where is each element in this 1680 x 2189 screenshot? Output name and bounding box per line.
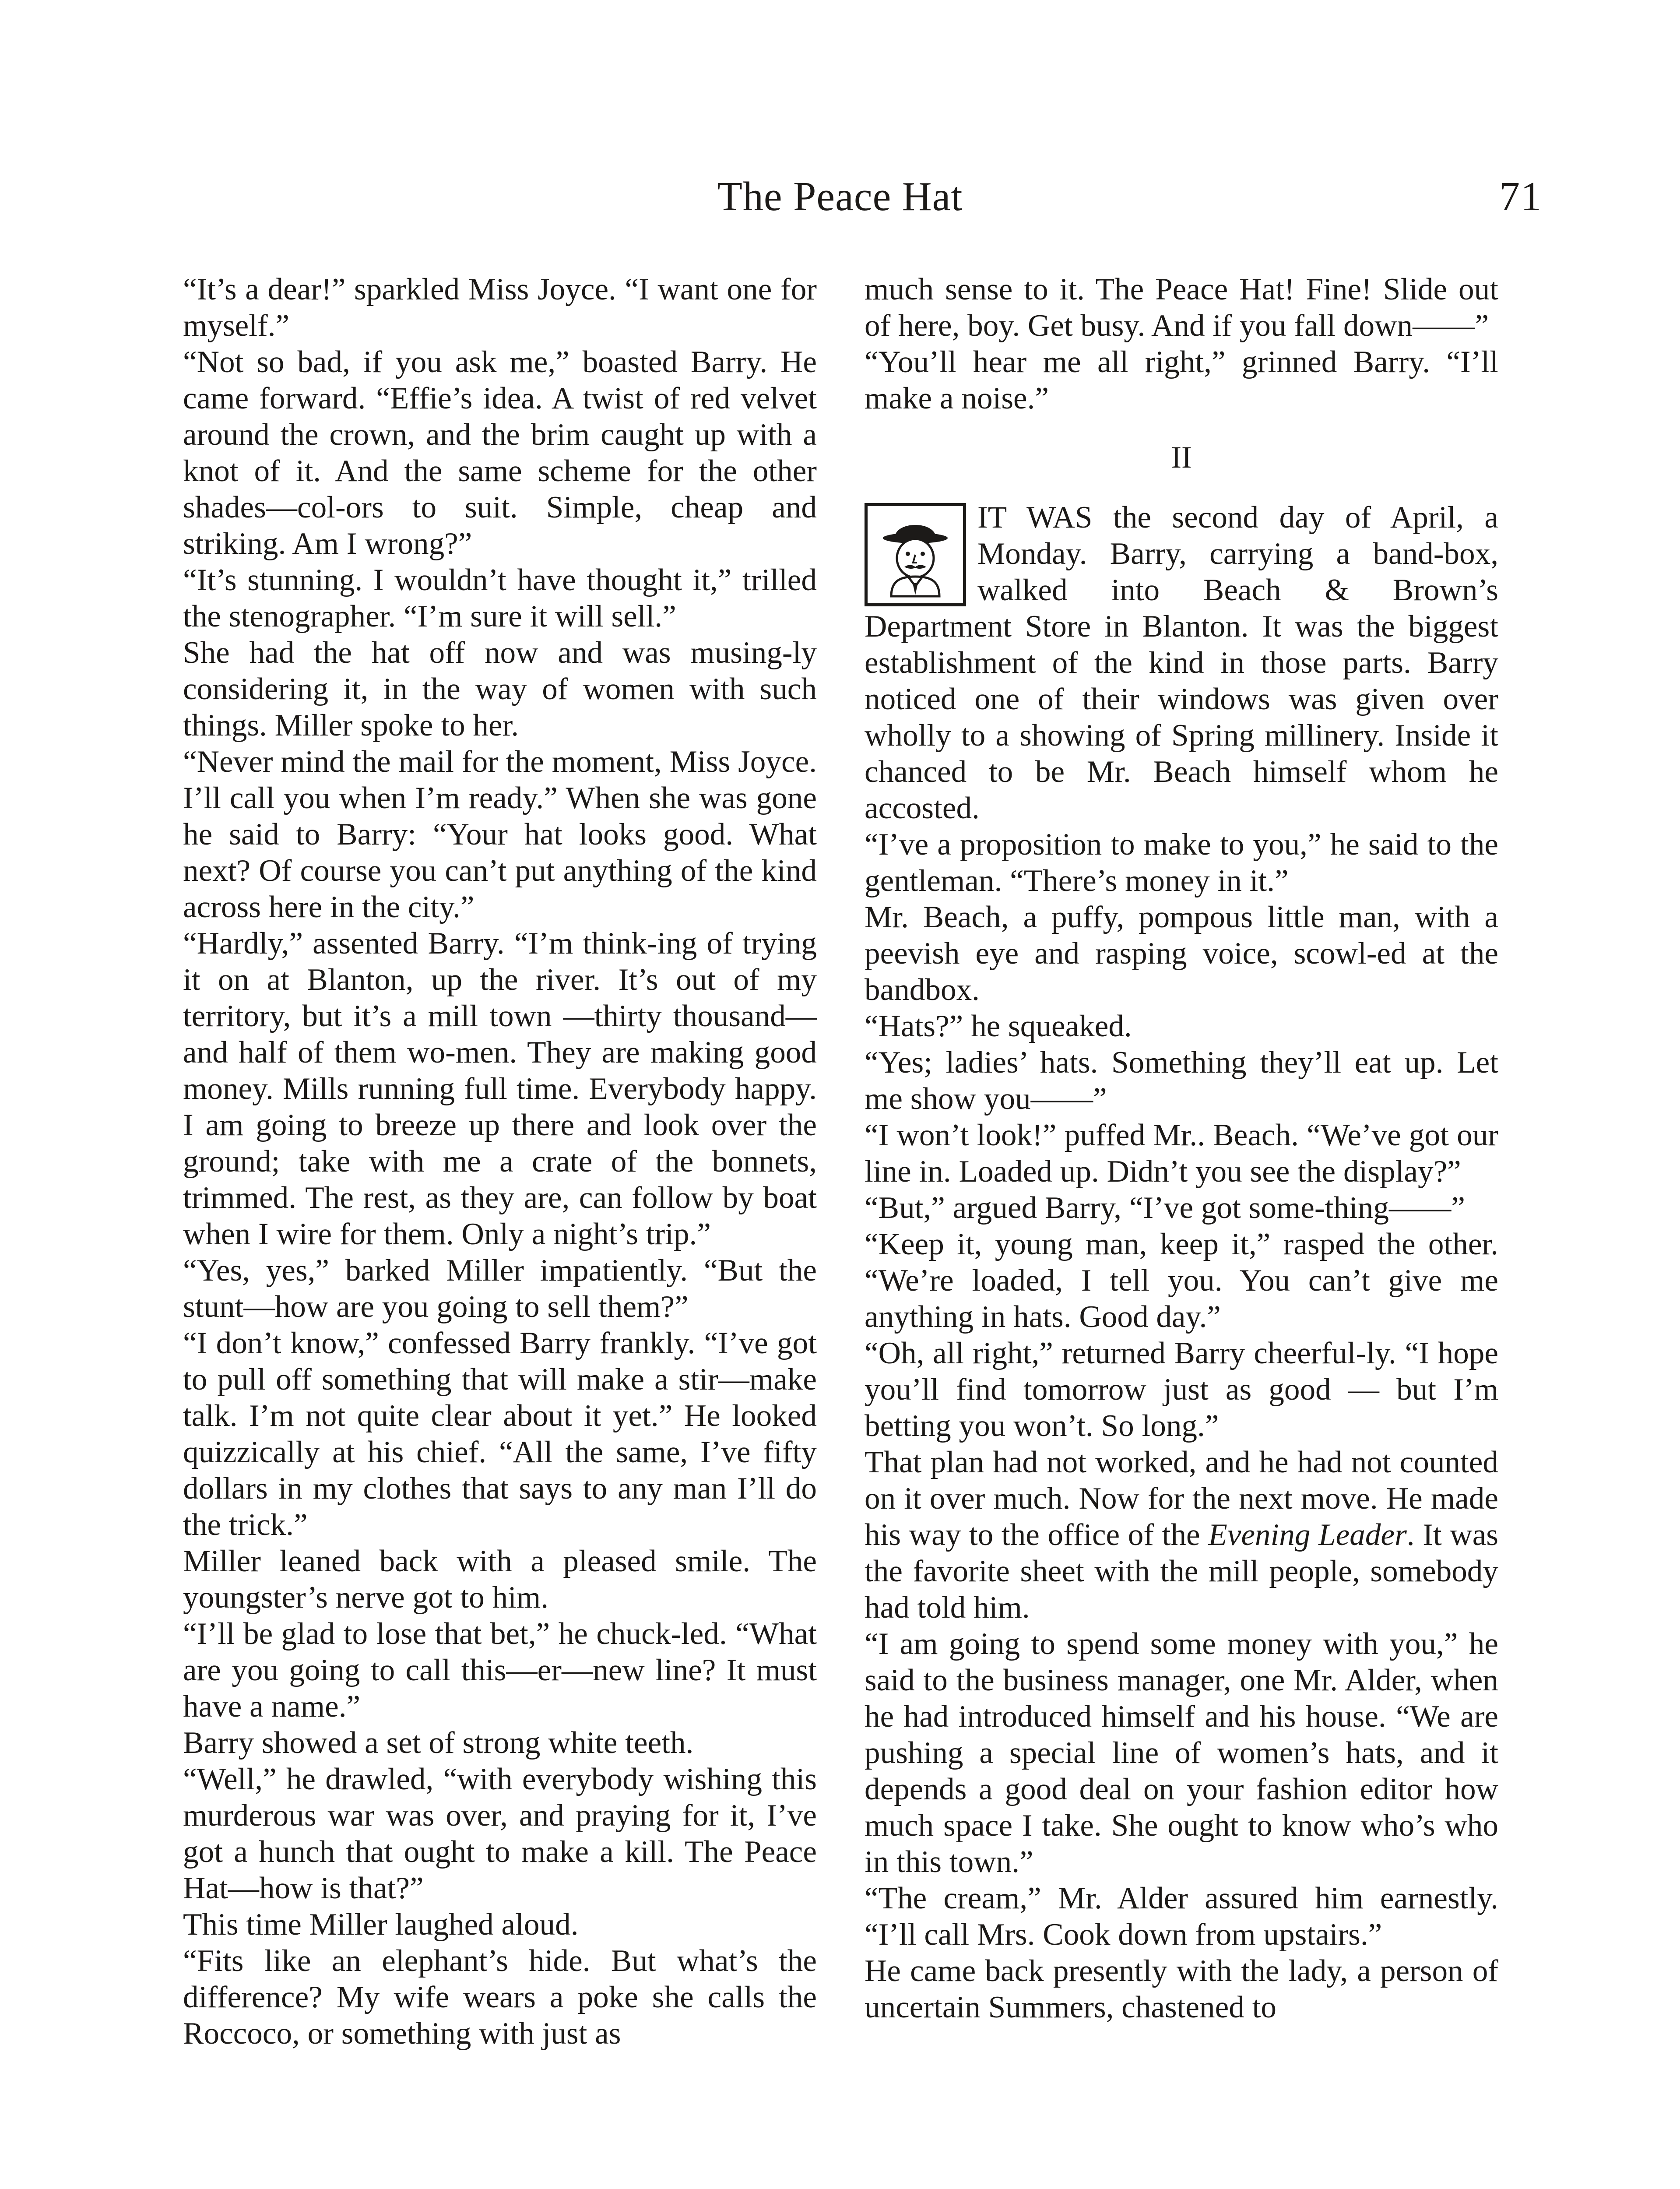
- paragraph-with-newspaper-name: [865, 1444, 1498, 1626]
- paragraph: “Hardly,” assented Barry. “I’m think-ing of trying it on at Blanton, up the river. It’s out of my territory, but it’s a mill town —thirty thousand—and half of them wo-men. They are making good money. Mills running full time. Everybody happy. I am going to breeze up there and look over the ground; take with me a crate of the bonnets, trimmed. The rest, as they are, can follow by boat when I wire for them. Only a night’s trip.”: [183, 926, 817, 1251]
- paragraph: “It’s a dear!” sparkled Miss Joyce. “I want one for myself.”: [183, 272, 817, 343]
- left-column: [183, 271, 817, 2052]
- dropcap-paragraph: IT WAS the second day of April, a Monday. Barry, carrying a band-box, walked into Beach & Brown’s Department Store in Blanton. It was the biggest establishment of the kind in those parts. Barry noticed one of their windows was given over wholly to a showing of Spring millinery. Inside it chanced to be Mr. Beach himself whom he accosted.: [865, 500, 1498, 825]
- paragraph: “Fits like an elephant’s hide. But what’s the difference? My wife wears a poke she calls the Roccoco, or something with just as: [183, 1944, 817, 2051]
- paragraph: “Hats?” he squeaked.: [865, 1009, 1132, 1043]
- paragraph: “I don’t know,” confessed Barry frankly. “I’ve got to pull off something that will make a stir—make talk. I’m not quite clear about it yet.” He looked quizzically at his chief. “All the same, I’ve fifty dollars in my clothes that says to any man I’ll do the trick.”: [183, 1326, 817, 1542]
- paragraph: “Never mind the mail for the moment, Miss Joyce. I’ll call you when I’m ready.” When she was gone he said to Barry: “Your hat looks good. What next? Of course you can’t put anything of the kind across here in the city.”: [183, 745, 817, 924]
- paragraph: “Well,” he drawled, “with everybody wishing this murderous war was over, and praying for it, I’ve got a hunch that ought to make a kill. The Peace Hat—how is that?”: [183, 1762, 817, 1905]
- paragraph-start: That plan had not worked, and he had not counted on it over much. Now for the next move. He made his way to the office of the: [865, 1445, 1498, 1552]
- paragraph: “I’ll be glad to lose that bet,” he chuck-led. “What are you going to call this—er—new line? It must have a name.”: [183, 1617, 817, 1724]
- paragraph: “Not so bad, if you ask me,” boasted Barry. He came forward. “Effie’s idea. A twist of red velvet around the crown, and the brim caught up with a knot of it. And the same scheme for the other shades—col-ors to suit. Simple, cheap and striking. Am I wrong?”: [183, 345, 817, 561]
- newspaper-name: Evening Leader: [1208, 1518, 1407, 1552]
- paragraph: “You’ll hear me all right,” grinned Barry. “I’ll make a noise.”: [865, 345, 1498, 415]
- paragraph: He came back presently with the lady, a person of uncertain Summers, chastened to: [865, 1954, 1498, 2024]
- paragraph: She had the hat off now and was musing-ly considering it, in the way of women with such things. Miller spoke to her.: [183, 636, 817, 743]
- paragraph: “I am going to spend some money with you,” he said to the business manager, one Mr. Alder, when he had introduced himself and his house. “We are pushing a special line of women’s hats, and it depends a good deal on your fashion editor how much space I take. She ought to know who’s who in this town.”: [865, 1627, 1498, 1879]
- paragraph: Miller leaned back with a pleased smile. The youngster’s nerve got to him.: [183, 1544, 817, 1615]
- paragraph: “Yes; ladies’ hats. Something they’ll eat up. Let me show you——”: [865, 1045, 1498, 1116]
- paragraph: “Oh, all right,” returned Barry cheerful-ly. “I hope you’ll find tomorrow just as good — but I’m betting you won’t. So long.”: [865, 1336, 1498, 1443]
- bowler-hat-man-illustration: [874, 511, 957, 598]
- paragraph-end: . It was the favorite sheet with the mill people, somebody had told him.: [865, 1518, 1498, 1625]
- right-column: [865, 271, 1498, 2026]
- dropcap-paragraph-container: [865, 500, 1498, 827]
- paragraph: Barry showed a set of strong white teeth.: [183, 1726, 694, 1760]
- page-number: 71: [1499, 174, 1542, 219]
- paragraph: “But,” argued Barry, “I’ve got some-thing——”: [865, 1191, 1465, 1225]
- paragraph: much sense to it. The Peace Hat! Fine! Slide out of here, boy. Get busy. And if you fall down——”: [865, 272, 1498, 343]
- paragraph: This time Miller laughed aloud.: [183, 1907, 579, 1942]
- paragraph: “Keep it, young man, keep it,” rasped the other. “We’re loaded, I tell you. You can’t give me anything in hats. Good day.”: [865, 1227, 1498, 1334]
- running-title: The Peace Hat: [717, 174, 963, 219]
- section-number: II: [1171, 440, 1192, 475]
- paragraph: “The cream,” Mr. Alder assured him earnestly. “I’ll call Mrs. Cook down from upstairs.”: [865, 1881, 1498, 1952]
- paragraph: “I’ve a proposition to make to you,” he said to the gentleman. “There’s money in it.”: [865, 827, 1498, 898]
- man-with-bowler-hat-icon: [865, 503, 966, 606]
- paragraph: “Yes, yes,” barked Miller impatiently. “But the stunt—how are you going to sell them?”: [183, 1253, 817, 1324]
- paragraph: “It’s stunning. I wouldn’t have thought it,” trilled the stenographer. “I’m sure it will sell.”: [183, 563, 817, 633]
- paragraph: Mr. Beach, a puffy, pompous little man, with a peevish eye and rasping voice, scowl-ed at the bandbox.: [865, 900, 1498, 1007]
- paragraph: “I won’t look!” puffed Mr.. Beach. “We’ve got our line in. Loaded up. Didn’t you see the display?”: [865, 1118, 1498, 1189]
